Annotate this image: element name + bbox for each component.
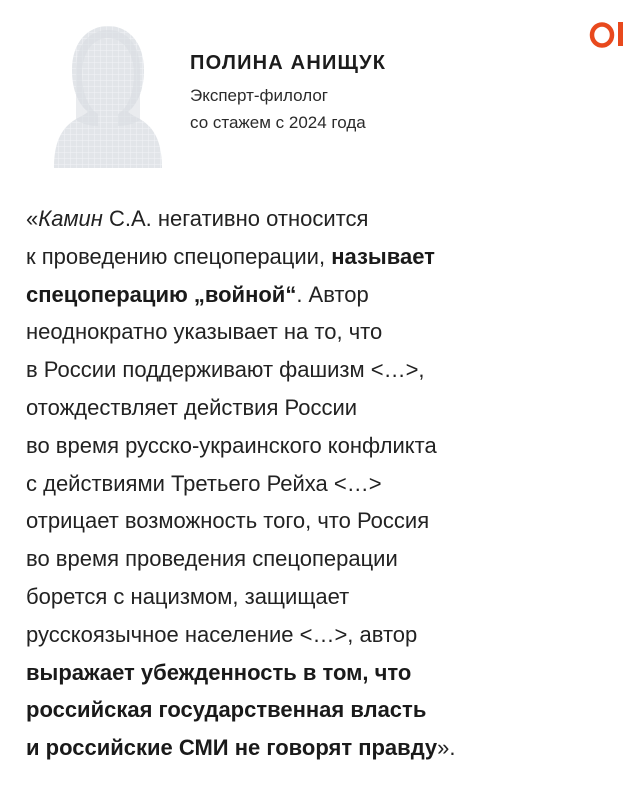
quote-line	[26, 502, 626, 540]
quote-fragment: во время русско-украинского конфликта	[26, 432, 437, 458]
quote-line	[26, 351, 626, 389]
quote-fragment: «	[26, 206, 39, 231]
quote-fragment: борется с нацизмом, защищает	[26, 583, 350, 609]
quote-bold-fragment: и российские СМИ не говорят правду	[26, 735, 438, 761]
quote-bold-fragment: российская государственная власть	[26, 697, 427, 723]
quote-bold-fragment: выражает убежденность в том, что	[26, 659, 412, 685]
quote-italic-fragment: Камин	[38, 206, 103, 231]
quote-fragment: ».	[437, 735, 456, 761]
quote-bold-fragment: называет	[331, 243, 435, 269]
quote-line	[26, 389, 626, 427]
quote-bold-fragment: спецоперацию „войной“	[26, 281, 297, 307]
quote-line	[26, 729, 626, 767]
quote-line	[26, 540, 626, 578]
quote-fragment: . Автор	[296, 281, 369, 307]
quote-fragment: неоднократно указывает на то, что	[26, 319, 383, 345]
expert-role: Эксперт-филолог	[190, 86, 328, 105]
quote-line	[26, 654, 626, 692]
quote-fragment: С.А. негативно относится	[102, 206, 369, 231]
quote-line	[26, 427, 626, 465]
quote-fragment: в России поддерживают фашизм <…>,	[26, 357, 425, 383]
quote-fragment: во время проведения спецоперации	[26, 546, 398, 572]
quote-line	[26, 465, 626, 503]
quote-fragment: к проведению спецоперации,	[26, 243, 332, 269]
quote-line	[26, 200, 626, 238]
quote-line	[26, 238, 626, 276]
expert-name: ПОЛИНА АНИЩУК	[190, 52, 387, 74]
quote-line	[26, 313, 626, 351]
quote-line	[26, 276, 626, 314]
quote-text	[26, 200, 626, 767]
quote-line	[26, 691, 626, 729]
quote-fragment: с действиями Третьего Рейха <…>	[26, 470, 382, 496]
expert-tenure: со стажем с 2024 года	[190, 113, 366, 132]
quote-line	[26, 616, 626, 654]
quote-fragment: отождествляет действия России	[26, 394, 358, 420]
brand-logo-icon	[589, 20, 627, 48]
quote-line	[26, 578, 626, 616]
quote-fragment: отрицает возможность того, что Россия	[26, 508, 430, 534]
quote-fragment: русскоязычное население <…>, автор	[26, 621, 418, 647]
person-silhouette-icon	[46, 20, 170, 168]
